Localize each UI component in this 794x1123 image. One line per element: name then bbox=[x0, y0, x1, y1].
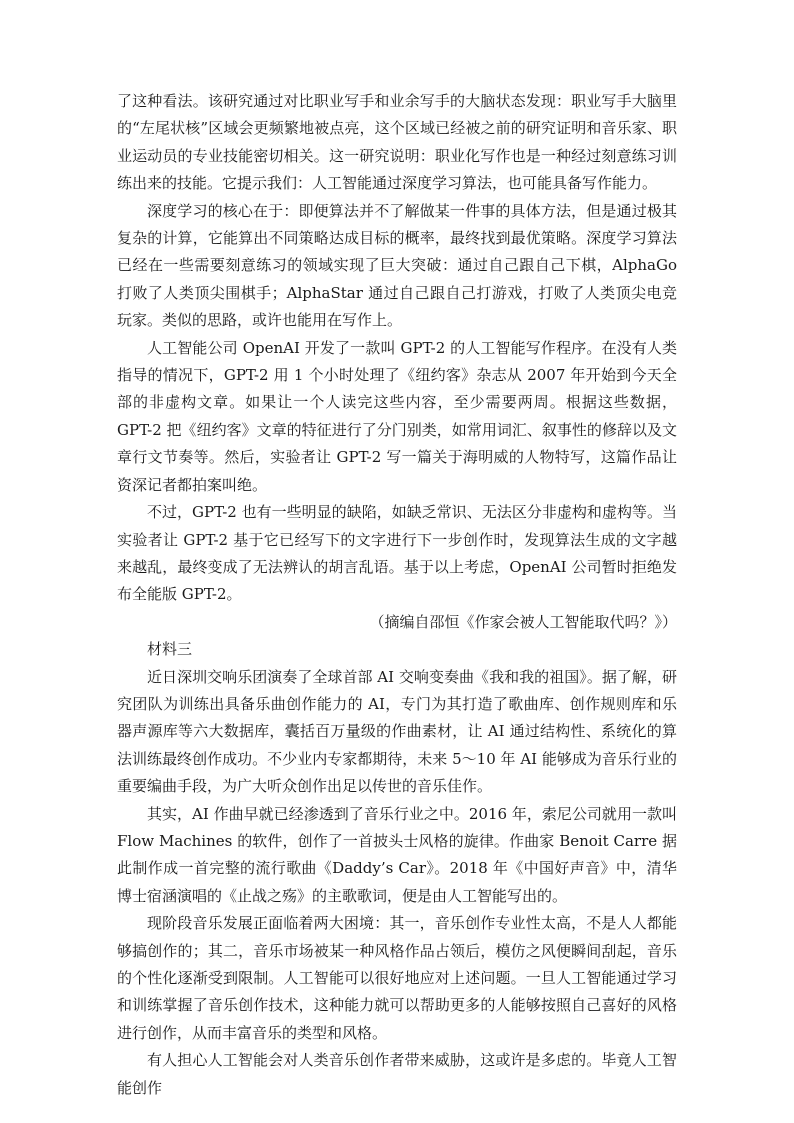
source-citation: （摘编自邵恒《作家会被人工智能取代吗？》） bbox=[369, 612, 677, 631]
paragraph-ai-threat-concern: 有人担心人工智能会对人类音乐创作者带来威胁，这或许是多虑的。毕竟人工智能创作 bbox=[117, 1051, 677, 1097]
section-heading-material-three: 材料三 bbox=[147, 640, 193, 659]
paragraph-music-dilemmas: 现阶段音乐发展正面临着两大困境：其一，音乐创作专业性太高，不是人人都能够搞创作的；其二，音乐市场被某一种风格作品占领后，模仿之风便瞬间刮起，音乐的个性化逐渐受到限制。人工智能可以很好地应对上述问题。一旦人工智能通过学习和训练掌握了音乐创作技术，这种能力就可以帮助更多的人能够按照自己喜好的风格进行创作，从而丰富音乐的类型和风格。 bbox=[117, 914, 677, 1042]
paragraph-ai-composition-history: 其实，AI 作曲早就已经渗透到了音乐行业之中。2016 年，索尼公司就用一款叫 Flow Machines 的软件，创作了一首披头士风格的旋律。作曲家 Benoit Carre 据此制作成一首完整的流行歌曲《Daddy’s Car》。2018 年《中国好声音》中，清华博士宿涵演唱的《止战之殇》的主歌歌词，便是由人工智能写出的。 bbox=[117, 804, 677, 905]
paragraph-openai-gpt2: 人工智能公司 OpenAI 开发了一款叫 GPT-2 的人工智能写作程序。在没有人类指导的情况下，GPT-2 用 1 个小时处理了《纽约客》杂志从 2007 年开始到今天全部的非虚构文章。如果让一个人读完这些内容，至少需要两周。根据这些数据，GPT-2 把《纽约客》文章的特征进行了分门别类，如常用词汇、叙事性的修辞以及文章行文节奏等。然后，实验者让 GPT-2 写一篇关于海明威的人物特写，这篇作品让资深记者都拍案叫绝。 bbox=[117, 338, 677, 494]
paragraph-gpt2-defects: 不过，GPT-2 也有一些明显的缺陷，如缺乏常识、无法区分非虚构和虚构等。当实验者让 GPT-2 基于它已经写下的文字进行下一步创作时，发现算法生成的文字越来越乱，最终变成了无法辨认的胡言乱语。基于以上考虑，OpenAI 公司暂时拒绝发布全能版 GPT-2。 bbox=[117, 503, 677, 604]
document-page bbox=[117, 88, 677, 1102]
paragraph-deep-learning: 深度学习的核心在于：即便算法并不了解做某一件事的具体方法，但是通过极其复杂的计算，它能算出不同策略达成目标的概率，最终找到最优策略。深度学习算法已经在一些需要刻意练习的领域实现了巨大突破：通过自己跟自己下棋，AlphaGo 打败了人类顶尖围棋手；AlphaStar 通过自己跟自己打游戏，打败了人类顶尖电竞玩家。类似的思路，或许也能用在写作上。 bbox=[117, 201, 677, 330]
paragraph-continuation: 了这种看法。该研究通过对比职业写手和业余写手的大脑状态发现：职业写手大脑里的“左尾状核”区域会更频繁地被点亮，这个区域已经被之前的研究证明和音乐家、职业运动员的专业技能密切相关。这一研究说明：职业化写作也是一种经过刻意练习训练出来的技能。它提示我们：人工智能通过深度学习算法，也可能具备写作能力。 bbox=[117, 92, 677, 193]
paragraph-shenzhen-symphony: 近日深圳交响乐团演奏了全球首部 AI 交响变奏曲《我和我的祖国》。据了解，研究团队为训练出具备乐曲创作能力的 AI，专门为其打造了歌曲库、创作规则库和乐器声源库等六大数据库，囊括百万量级的作曲素材，让 AI 通过结构性、系统化的算法训练最终创作成功。不少业内专家都期待，未来 5～10 年 AI 能够成为音乐行业的重要编曲手段，为广大听众创作出足以传世的音乐佳作。 bbox=[117, 667, 677, 796]
